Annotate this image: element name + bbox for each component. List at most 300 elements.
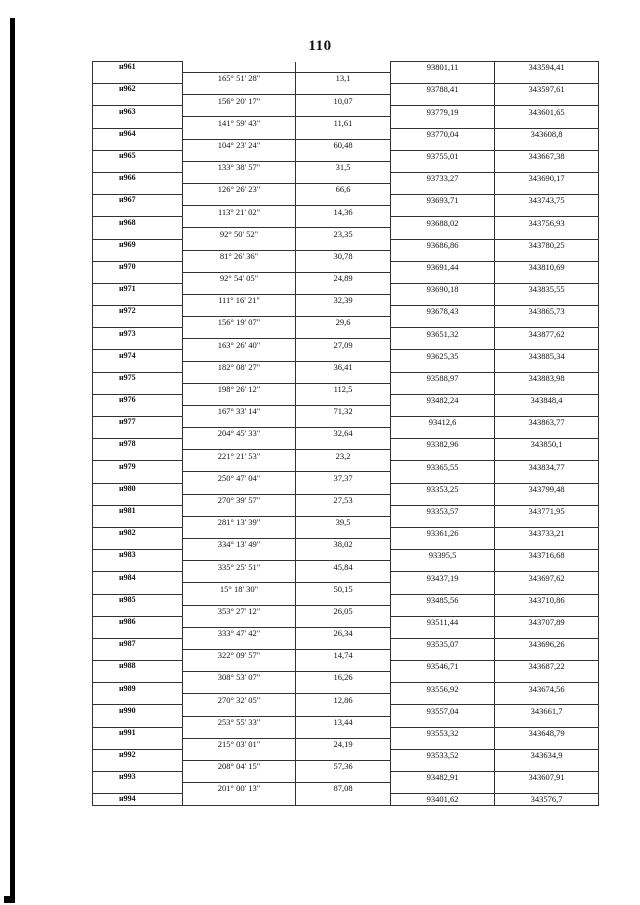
- point-row: [93, 217, 599, 228]
- empty-cell: [296, 772, 391, 783]
- empty-cell: [296, 283, 391, 294]
- segment-length: 57,36: [296, 760, 391, 771]
- empty-cell: [495, 428, 599, 439]
- coord-x: 93382,96: [391, 439, 495, 450]
- empty-cell: [93, 161, 183, 172]
- segment-length: 13,1: [296, 73, 391, 84]
- empty-cell: [93, 228, 183, 239]
- empty-cell: [183, 594, 296, 605]
- empty-cell: [391, 117, 495, 128]
- empty-cell: [296, 439, 391, 450]
- coord-x: 93553,32: [391, 727, 495, 738]
- empty-cell: [391, 649, 495, 660]
- bearing-angle: 308° 53' 07": [183, 672, 296, 683]
- empty-cell: [183, 394, 296, 405]
- empty-cell: [391, 472, 495, 483]
- segment-row: [93, 361, 599, 372]
- coord-x: 93485,56: [391, 594, 495, 605]
- point-name: н971: [93, 283, 183, 294]
- empty-cell: [183, 283, 296, 294]
- point-row: [93, 283, 599, 294]
- coord-x: 93693,71: [391, 195, 495, 206]
- bearing-angle: 333° 47' 42": [183, 627, 296, 638]
- empty-cell: [93, 516, 183, 527]
- empty-cell: [183, 306, 296, 317]
- empty-cell: [93, 539, 183, 550]
- empty-cell: [391, 272, 495, 283]
- coord-x: 93651,32: [391, 328, 495, 339]
- segment-length: 14,74: [296, 649, 391, 660]
- empty-cell: [183, 261, 296, 272]
- bearing-angle: 15° 18' 30": [183, 583, 296, 594]
- bearing-angle: 113° 21' 02": [183, 206, 296, 217]
- empty-cell: [183, 417, 296, 428]
- bearing-angle: 250° 47' 04": [183, 472, 296, 483]
- point-name: н974: [93, 350, 183, 361]
- empty-cell: [93, 494, 183, 505]
- point-row: [93, 461, 599, 472]
- segment-row: [93, 139, 599, 150]
- empty-cell: [183, 461, 296, 472]
- point-name: н982: [93, 527, 183, 538]
- point-row: [93, 128, 599, 139]
- empty-cell: [93, 672, 183, 683]
- coord-y: 343756,93: [495, 217, 599, 228]
- empty-cell: [183, 772, 296, 783]
- bearing-angle: 335° 25' 51": [183, 561, 296, 572]
- empty-cell: [391, 539, 495, 550]
- empty-cell: [296, 62, 391, 73]
- coord-y: 343883,98: [495, 372, 599, 383]
- coord-y: 343607,91: [495, 772, 599, 783]
- coord-y: 343733,21: [495, 527, 599, 538]
- coord-x: 93401,62: [391, 794, 495, 806]
- bearing-angle: 111° 16' 21": [183, 294, 296, 305]
- segment-row: [93, 783, 599, 794]
- empty-cell: [495, 605, 599, 616]
- empty-cell: [391, 184, 495, 195]
- coord-y: 343716,68: [495, 550, 599, 561]
- empty-cell: [495, 139, 599, 150]
- coord-y: 343576,7: [495, 794, 599, 806]
- empty-cell: [183, 372, 296, 383]
- empty-cell: [183, 128, 296, 139]
- segment-row: [93, 561, 599, 572]
- segment-row: [93, 539, 599, 550]
- binding-edge: [10, 18, 15, 902]
- coord-y: 343648,79: [495, 727, 599, 738]
- point-row: [93, 794, 599, 806]
- bearing-angle: 92° 54' 05": [183, 272, 296, 283]
- coord-x: 93691,44: [391, 261, 495, 272]
- segment-length: 16,26: [296, 672, 391, 683]
- empty-cell: [296, 150, 391, 161]
- segment-length: 36,41: [296, 361, 391, 372]
- empty-cell: [296, 217, 391, 228]
- empty-cell: [495, 317, 599, 328]
- segment-length: 50,15: [296, 583, 391, 594]
- segment-row: [93, 95, 599, 106]
- empty-cell: [93, 250, 183, 261]
- segment-length: 26,05: [296, 605, 391, 616]
- empty-cell: [296, 483, 391, 494]
- empty-cell: [391, 161, 495, 172]
- empty-cell: [183, 483, 296, 494]
- point-name: н961: [93, 62, 183, 73]
- empty-cell: [495, 294, 599, 305]
- segment-row: [93, 117, 599, 128]
- empty-cell: [296, 128, 391, 139]
- point-row: [93, 239, 599, 250]
- point-name: н988: [93, 661, 183, 672]
- segment-row: [93, 627, 599, 638]
- empty-cell: [183, 172, 296, 183]
- point-name: н962: [93, 84, 183, 95]
- segment-row: [93, 672, 599, 683]
- point-row: [93, 172, 599, 183]
- empty-cell: [183, 550, 296, 561]
- coord-y: 343835,55: [495, 283, 599, 294]
- segment-length: 66,6: [296, 184, 391, 195]
- segment-row: [93, 73, 599, 84]
- point-row: [93, 505, 599, 516]
- coord-y: 343594,41: [495, 62, 599, 73]
- empty-cell: [296, 84, 391, 95]
- bearing-angle: 167° 33' 14": [183, 405, 296, 416]
- empty-cell: [391, 783, 495, 794]
- segment-length: 24,89: [296, 272, 391, 283]
- empty-cell: [495, 672, 599, 683]
- coord-x: 93801,11: [391, 62, 495, 73]
- point-name: н963: [93, 106, 183, 117]
- point-row: [93, 372, 599, 383]
- empty-cell: [296, 527, 391, 538]
- segment-length: 31,5: [296, 161, 391, 172]
- coord-y: 343597,61: [495, 84, 599, 95]
- empty-cell: [391, 672, 495, 683]
- empty-cell: [296, 394, 391, 405]
- point-name: н994: [93, 794, 183, 806]
- empty-cell: [183, 239, 296, 250]
- empty-cell: [93, 760, 183, 771]
- empty-cell: [296, 306, 391, 317]
- empty-cell: [391, 760, 495, 771]
- point-row: [93, 727, 599, 738]
- empty-cell: [495, 339, 599, 350]
- empty-cell: [391, 405, 495, 416]
- empty-cell: [495, 516, 599, 527]
- point-name: н972: [93, 306, 183, 317]
- segment-row: [93, 450, 599, 461]
- empty-cell: [495, 716, 599, 727]
- coord-x: 93690,18: [391, 283, 495, 294]
- empty-cell: [296, 195, 391, 206]
- segment-row: [93, 250, 599, 261]
- bearing-angle: 126° 26' 23": [183, 184, 296, 195]
- empty-cell: [296, 328, 391, 339]
- point-name: н967: [93, 195, 183, 206]
- empty-cell: [391, 694, 495, 705]
- empty-cell: [183, 439, 296, 450]
- segment-row: [93, 184, 599, 195]
- empty-cell: [296, 350, 391, 361]
- point-row: [93, 306, 599, 317]
- point-row: [93, 683, 599, 694]
- bearing-angle: 322° 09' 57": [183, 649, 296, 660]
- bearing-angle: 353° 27' 12": [183, 605, 296, 616]
- coord-y: 343780,25: [495, 239, 599, 250]
- coord-x: 93556,92: [391, 683, 495, 694]
- empty-cell: [391, 317, 495, 328]
- bearing-angle: 81° 26' 36": [183, 250, 296, 261]
- empty-cell: [296, 594, 391, 605]
- coord-x: 93353,25: [391, 483, 495, 494]
- coord-x: 93511,44: [391, 616, 495, 627]
- empty-cell: [183, 505, 296, 516]
- bearing-angle: 201° 00' 13": [183, 783, 296, 794]
- empty-cell: [93, 783, 183, 794]
- point-name: н979: [93, 461, 183, 472]
- empty-cell: [296, 572, 391, 583]
- empty-cell: [296, 261, 391, 272]
- bearing-angle: 334° 13' 49": [183, 539, 296, 550]
- coord-x: 93353,57: [391, 505, 495, 516]
- segment-row: [93, 760, 599, 771]
- coord-y: 343696,26: [495, 638, 599, 649]
- empty-cell: [296, 683, 391, 694]
- empty-cell: [93, 73, 183, 84]
- coord-y: 343743,75: [495, 195, 599, 206]
- coord-y: 343674,56: [495, 683, 599, 694]
- point-row: [93, 439, 599, 450]
- empty-cell: [93, 450, 183, 461]
- segment-row: [93, 694, 599, 705]
- coord-y: 343877,62: [495, 328, 599, 339]
- bearing-angle: 156° 20' 17": [183, 95, 296, 106]
- empty-cell: [183, 350, 296, 361]
- segment-row: [93, 383, 599, 394]
- point-row: [93, 62, 599, 73]
- empty-cell: [183, 62, 296, 73]
- segment-length: 14,36: [296, 206, 391, 217]
- empty-cell: [391, 339, 495, 350]
- empty-cell: [93, 139, 183, 150]
- empty-cell: [495, 494, 599, 505]
- empty-cell: [93, 405, 183, 416]
- empty-cell: [296, 661, 391, 672]
- coord-x: 93770,04: [391, 128, 495, 139]
- point-row: [93, 705, 599, 716]
- empty-cell: [495, 450, 599, 461]
- empty-cell: [93, 272, 183, 283]
- empty-cell: [296, 417, 391, 428]
- bearing-angle: 281° 13' 39": [183, 516, 296, 527]
- empty-cell: [296, 794, 391, 806]
- bearing-angle: 165° 51' 28": [183, 73, 296, 84]
- empty-cell: [93, 694, 183, 705]
- segment-length: 39,5: [296, 516, 391, 527]
- empty-cell: [391, 383, 495, 394]
- coord-y: 343697,62: [495, 572, 599, 583]
- empty-cell: [183, 572, 296, 583]
- empty-cell: [296, 638, 391, 649]
- segment-row: [93, 339, 599, 350]
- point-name: н990: [93, 705, 183, 716]
- empty-cell: [296, 616, 391, 627]
- segment-row: [93, 605, 599, 616]
- empty-cell: [296, 461, 391, 472]
- point-row: [93, 483, 599, 494]
- point-row: [93, 749, 599, 760]
- segment-row: [93, 206, 599, 217]
- coord-y: 343771,95: [495, 505, 599, 516]
- empty-cell: [495, 583, 599, 594]
- empty-cell: [296, 505, 391, 516]
- empty-cell: [391, 716, 495, 727]
- segment-row: [93, 428, 599, 439]
- empty-cell: [93, 184, 183, 195]
- empty-cell: [183, 705, 296, 716]
- point-name: н983: [93, 550, 183, 561]
- segment-row: [93, 294, 599, 305]
- empty-cell: [495, 383, 599, 394]
- empty-cell: [495, 73, 599, 84]
- coord-x: 93557,04: [391, 705, 495, 716]
- point-name: н981: [93, 505, 183, 516]
- empty-cell: [183, 217, 296, 228]
- segment-row: [93, 516, 599, 527]
- empty-cell: [183, 150, 296, 161]
- point-row: [93, 417, 599, 428]
- empty-cell: [183, 106, 296, 117]
- empty-cell: [495, 694, 599, 705]
- point-name: н978: [93, 439, 183, 450]
- bearing-angle: 163° 26' 40": [183, 339, 296, 350]
- coord-x: 93365,55: [391, 461, 495, 472]
- empty-cell: [183, 638, 296, 649]
- empty-cell: [495, 649, 599, 660]
- coord-x: 93755,01: [391, 150, 495, 161]
- coord-y: 343850,1: [495, 439, 599, 450]
- point-name: н977: [93, 417, 183, 428]
- coord-y: 343865,73: [495, 306, 599, 317]
- coord-x: 93437,19: [391, 572, 495, 583]
- segment-length: 32,64: [296, 428, 391, 439]
- empty-cell: [183, 195, 296, 206]
- segment-length: 27,53: [296, 494, 391, 505]
- empty-cell: [495, 539, 599, 550]
- coord-y: 343863,77: [495, 417, 599, 428]
- empty-cell: [391, 206, 495, 217]
- point-name: н964: [93, 128, 183, 139]
- point-row: [93, 572, 599, 583]
- empty-cell: [391, 516, 495, 527]
- empty-cell: [391, 450, 495, 461]
- empty-cell: [391, 139, 495, 150]
- empty-cell: [183, 84, 296, 95]
- point-row: [93, 261, 599, 272]
- bearing-angle: 270° 32' 05": [183, 694, 296, 705]
- coord-y: 343810,69: [495, 261, 599, 272]
- coordinates-table: [92, 61, 599, 806]
- coord-x: 93546,71: [391, 661, 495, 672]
- point-row: [93, 616, 599, 627]
- point-name: н991: [93, 727, 183, 738]
- coord-x: 93412,6: [391, 417, 495, 428]
- point-name: н973: [93, 328, 183, 339]
- empty-cell: [296, 372, 391, 383]
- segment-row: [93, 716, 599, 727]
- coord-y: 343667,38: [495, 150, 599, 161]
- empty-cell: [183, 328, 296, 339]
- point-row: [93, 638, 599, 649]
- empty-cell: [391, 95, 495, 106]
- coord-x: 93588,97: [391, 372, 495, 383]
- segment-length: 60,48: [296, 139, 391, 150]
- point-row: [93, 527, 599, 538]
- empty-cell: [495, 783, 599, 794]
- empty-cell: [93, 317, 183, 328]
- segment-length: 26,34: [296, 627, 391, 638]
- segment-length: 10,07: [296, 95, 391, 106]
- empty-cell: [495, 361, 599, 372]
- empty-cell: [93, 339, 183, 350]
- empty-cell: [93, 206, 183, 217]
- empty-cell: [183, 527, 296, 538]
- point-row: [93, 594, 599, 605]
- segment-row: [93, 472, 599, 483]
- coord-x: 93482,24: [391, 394, 495, 405]
- segment-row: [93, 317, 599, 328]
- empty-cell: [93, 383, 183, 394]
- coord-x: 93533,52: [391, 749, 495, 760]
- empty-cell: [495, 250, 599, 261]
- point-name: н980: [93, 483, 183, 494]
- coord-y: 343661,7: [495, 705, 599, 716]
- empty-cell: [495, 472, 599, 483]
- point-row: [93, 350, 599, 361]
- point-name: н993: [93, 772, 183, 783]
- segment-length: 27,09: [296, 339, 391, 350]
- coordinates-table-body: [93, 62, 599, 806]
- point-name: н975: [93, 372, 183, 383]
- empty-cell: [183, 661, 296, 672]
- segment-row: [93, 161, 599, 172]
- coord-y: 343885,34: [495, 350, 599, 361]
- coord-y: 343799,48: [495, 483, 599, 494]
- empty-cell: [495, 95, 599, 106]
- coord-x: 93733,27: [391, 172, 495, 183]
- point-row: [93, 328, 599, 339]
- bearing-angle: 92° 50' 52": [183, 228, 296, 239]
- empty-cell: [93, 649, 183, 660]
- coord-x: 93361,26: [391, 527, 495, 538]
- empty-cell: [296, 705, 391, 716]
- segment-row: [93, 405, 599, 416]
- empty-cell: [391, 738, 495, 749]
- empty-cell: [391, 561, 495, 572]
- empty-cell: [183, 749, 296, 760]
- coord-y: 343608,8: [495, 128, 599, 139]
- segment-length: 23,35: [296, 228, 391, 239]
- segment-length: 12,86: [296, 694, 391, 705]
- empty-cell: [93, 95, 183, 106]
- coord-x: 93688,02: [391, 217, 495, 228]
- point-name: н989: [93, 683, 183, 694]
- point-name: н970: [93, 261, 183, 272]
- empty-cell: [495, 561, 599, 572]
- segment-length: 87,08: [296, 783, 391, 794]
